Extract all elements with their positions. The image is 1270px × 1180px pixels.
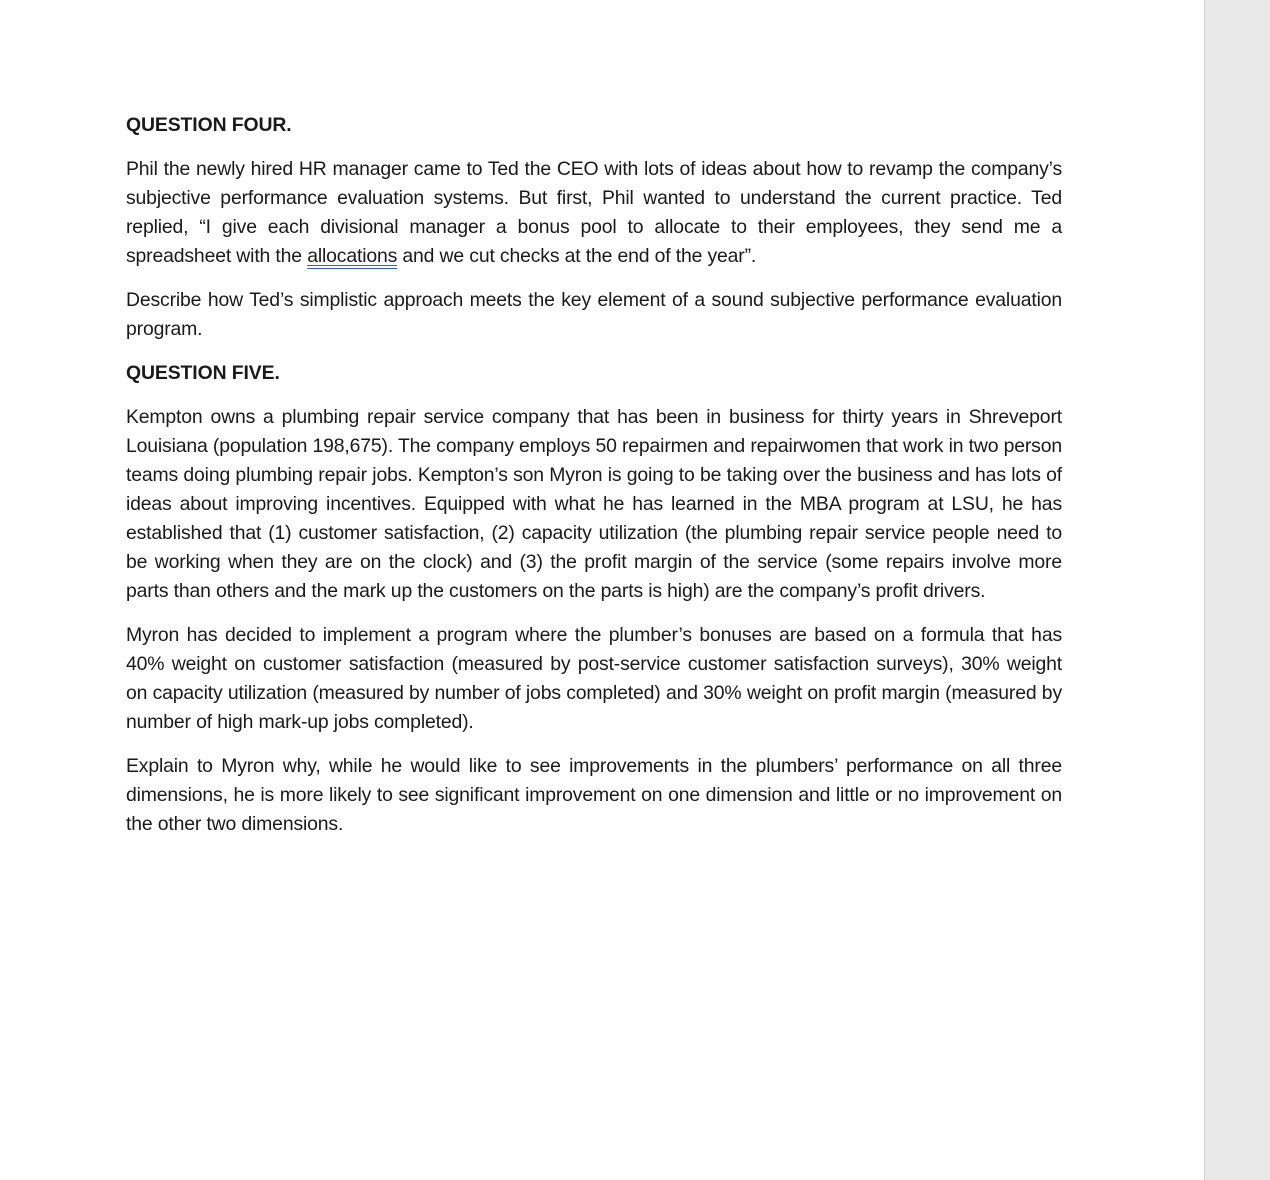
question-five-heading: QUESTION FIVE. <box>126 362 280 384</box>
question-four-paragraph-2: Describe how Ted’s simplistic approach meets the key element of a sound subjective performance evaluation program. <box>126 289 1062 340</box>
question-four-paragraph-1 <box>126 155 1062 271</box>
question-four-heading: QUESTION FOUR. <box>126 114 292 136</box>
question-five-paragraph-1: Kempton owns a plumbing repair service company that has been in business for thirty years in Shreveport Louisiana (population 198,675). The company employs 50 repairmen and repairwomen that work in two person teams doing plumbing repair jobs. Kempton’s son Myron is going to be taking over the business and has lots of ideas about improving incentives. Equipped with what he has learned in the MBA program at LSU, he has established that (1) customer satisfaction, (2) capacity utilization (the plumbing repair service people need to be working when they are on the clock) and (3) the profit margin of the service (some repairs involve more parts than others and the mark up the customers on the parts is high) are the company’s profit drivers. <box>126 406 1062 602</box>
question-five-paragraph-3: Explain to Myron why, while he would like to see improvements in the plumbers’ performance on all three dimensions, he is more likely to see significant improvement on one dimension and little or no improvement on the other two dimensions. <box>126 755 1062 835</box>
question-four-text-end: and we cut checks at the end of the year”. <box>397 245 757 267</box>
question-four-text-start: Phil the newly hired HR manager came to Ted the CEO with lots of ideas about how to revamp the company’s subjective performance evaluation systems. But first, Phil wanted to understand the current practice. Ted replied, “I give each divisional manager a bonus pool to allocate to their employees, they send me a spreadsheet with the <box>126 158 1062 267</box>
window-side-gutter <box>1204 0 1270 1180</box>
document-body[interactable] <box>126 111 1062 854</box>
question-five-paragraph-2: Myron has decided to implement a program where the plumber’s bonuses are based on a formula that has 40% weight on customer satisfaction (measured by post-service customer satisfaction surveys), 30% weight on capacity utilization (measured by number of jobs completed) and 30% weight on profit margin (measured by number of high mark-up jobs completed). <box>126 624 1062 733</box>
grammar-flagged-word[interactable]: allocations <box>307 245 398 267</box>
